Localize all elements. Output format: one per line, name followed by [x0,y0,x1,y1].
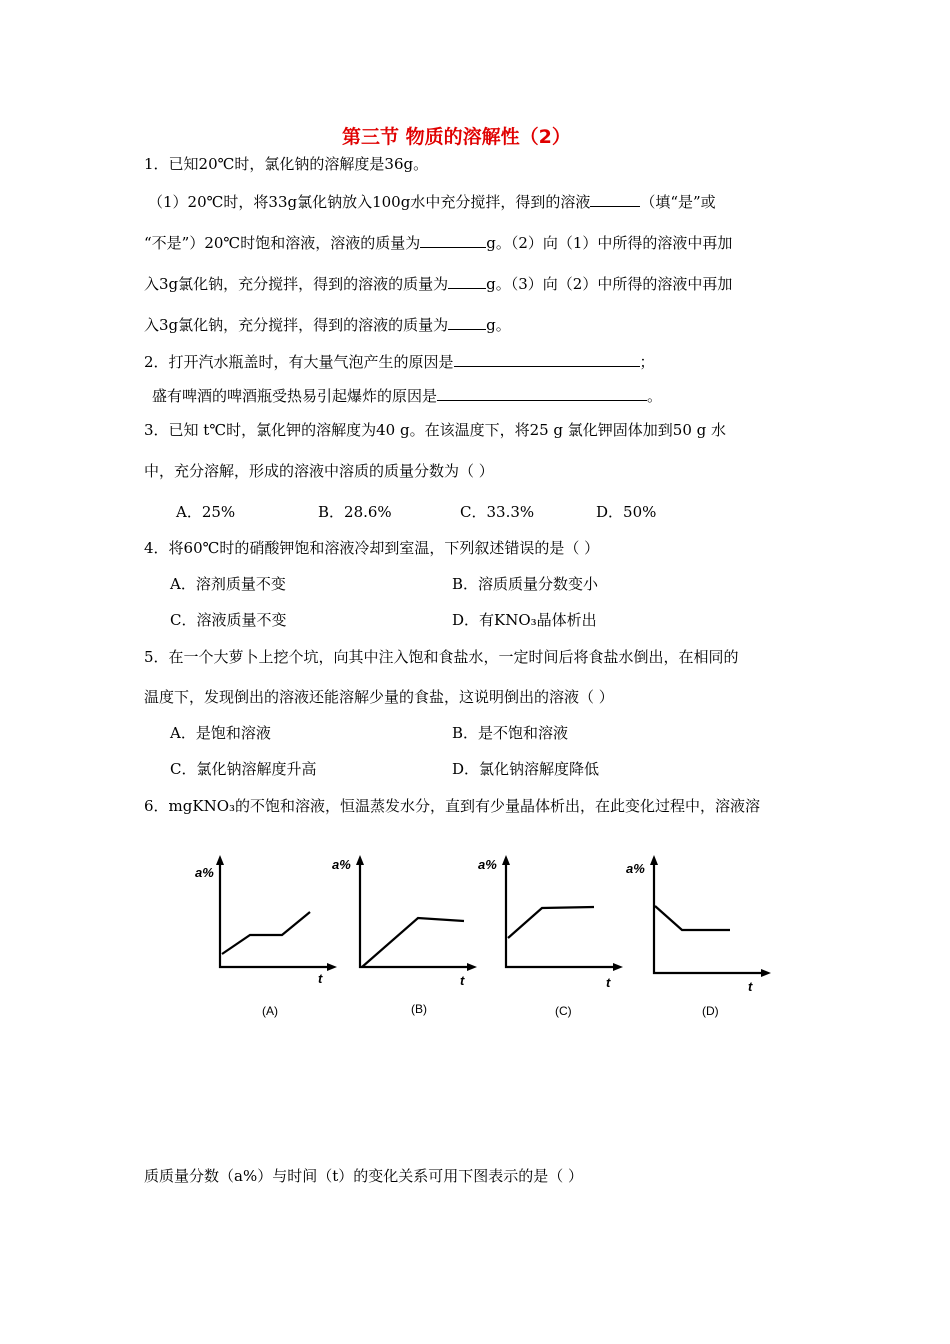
q1-line5-text: 入3g氯化钠，充分搅拌，得到的溶液的质量为 [144,316,449,334]
graph-b-x-label: t [460,973,465,988]
q1-blank-1[interactable] [590,190,640,207]
graph-c-curve [508,907,594,938]
graph-d[interactable] [624,855,774,994]
graph-a-axes [220,860,332,967]
graph-c-axes [506,860,618,967]
q3-option-a[interactable]: A．25% [176,503,236,521]
graph-a-x-label: t [318,971,323,986]
q3-option-d[interactable]: D．50% [596,503,657,521]
q3-line2: 中，充分溶解，形成的溶液中溶质的质量分数为（ ） [144,462,494,480]
q1-line2-text-end: （填“是”或 [640,193,716,211]
q1-blank-3[interactable] [448,272,486,289]
q5-option-d[interactable]: D．氯化钠溶解度降低 [452,760,600,778]
q6-line2: 质质量分数（a%）与时间（t）的变化关系可用下图表示的是（ ） [144,1167,583,1185]
q5-option-c[interactable]: C．氯化钠溶解度升高 [170,760,317,778]
q1-line2-text: （1）20℃时，将33g氯化钠放入100g水中充分搅拌，得到的溶液 [148,193,591,211]
graph-c-x-label: t [606,975,611,990]
q1-line3 [144,231,732,253]
graph-c[interactable] [476,855,626,990]
q1-line5 [144,313,511,335]
q1-line4-text-end: g。（3）向（2）中所得的溶液中再加 [486,275,733,293]
graph-d-curve [655,906,730,930]
q2-line2-end: 。 [647,387,663,405]
q4-option-d[interactable]: D．有KNO₃晶体析出 [452,611,597,629]
graph-b-y-label: a% [332,857,351,872]
q4-option-c[interactable]: C．溶液质量不变 [170,611,287,629]
graph-a-y-arrow [216,855,224,865]
q1-line4-text: 入3g氯化钠，充分搅拌，得到的溶液的质量为 [144,275,449,293]
q1-line1: 1．已知20℃时，氯化钠的溶解度是36g。 [144,155,429,173]
q5-option-a[interactable]: A．是饱和溶液 [170,724,271,742]
page-title: 第三节 物质的溶解性（2） [342,126,571,148]
q4-line1: 4．将60℃时的硝酸钾饱和溶液冷却到室温，下列叙述错误的是（ ） [144,539,600,557]
q4-option-b[interactable]: B．溶质质量分数变小 [452,575,599,593]
q3-line1: 3．已知 t℃时，氯化钾的溶解度为40 g。在该温度下，将25 g 氯化钾固体加到50 g 水 [144,421,727,439]
q1-line4 [144,272,732,294]
q2-line1 [144,350,655,372]
graph-c-y-arrow [502,855,510,865]
q5-option-b[interactable]: B．是不饱和溶液 [452,724,569,742]
q5-line2: 温度下，发现倒出的溶液还能溶解少量的食盐，这说明倒出的溶液（ ） [144,688,614,706]
q1-line3-text-end: g。（2）向（1）中所得的溶液中再加 [486,234,733,252]
q2-line2-text: 盛有啤酒的啤酒瓶受热易引起爆炸的原因是 [152,387,438,405]
graph-d-caption: (D) [702,1004,719,1018]
graph-b-curve [362,918,464,967]
graph-c-y-label: a% [478,857,497,872]
graph-b-caption: (B) [411,1002,427,1016]
q5-line1: 5．在一个大萝卜上挖个坑，向其中注入饱和食盐水，一定时间后将食盐水倒出，在相同的 [144,648,739,666]
graph-c-x-arrow [613,963,623,971]
graph-d-y-label: a% [626,861,645,876]
graph-a[interactable] [190,855,340,985]
graph-b-y-arrow [356,855,364,865]
q6-line1: 6．mgKNO₃的不饱和溶液，恒温蒸发水分，直到有少量晶体析出，在此变化过程中，溶液溶 [144,797,761,815]
graph-a-y-label: a% [195,865,214,880]
q2-blank-1[interactable] [454,350,640,367]
graph-b-axes [360,860,472,967]
graph-d-x-arrow [761,969,771,977]
q2-blank-2[interactable] [437,384,647,401]
q3-option-b[interactable]: B．28.6% [318,503,392,521]
graph-c-caption: (C) [555,1004,572,1018]
q3-option-c[interactable]: C．33.3% [460,503,535,521]
q2-line1-end: ； [639,353,655,371]
graph-a-caption: (A) [262,1004,278,1018]
q1-blank-4[interactable] [448,313,486,330]
graph-b[interactable] [330,855,480,988]
q4-option-a[interactable]: A．溶剂质量不变 [170,575,286,593]
graph-d-axes [654,860,766,973]
q1-blank-2[interactable] [420,231,486,248]
q2-line2 [152,384,662,406]
q1-line5-text-end: g。 [486,316,511,334]
graph-d-y-arrow [650,855,658,865]
q1-line3-text: “不是”）20℃时饱和溶液，溶液的质量为 [144,234,421,252]
graph-d-x-label: t [748,979,753,994]
q1-line2 [148,190,716,212]
graph-a-curve [222,912,310,954]
q2-line1-text: 2．打开汽水瓶盖时，有大量气泡产生的原因是 [144,353,454,371]
